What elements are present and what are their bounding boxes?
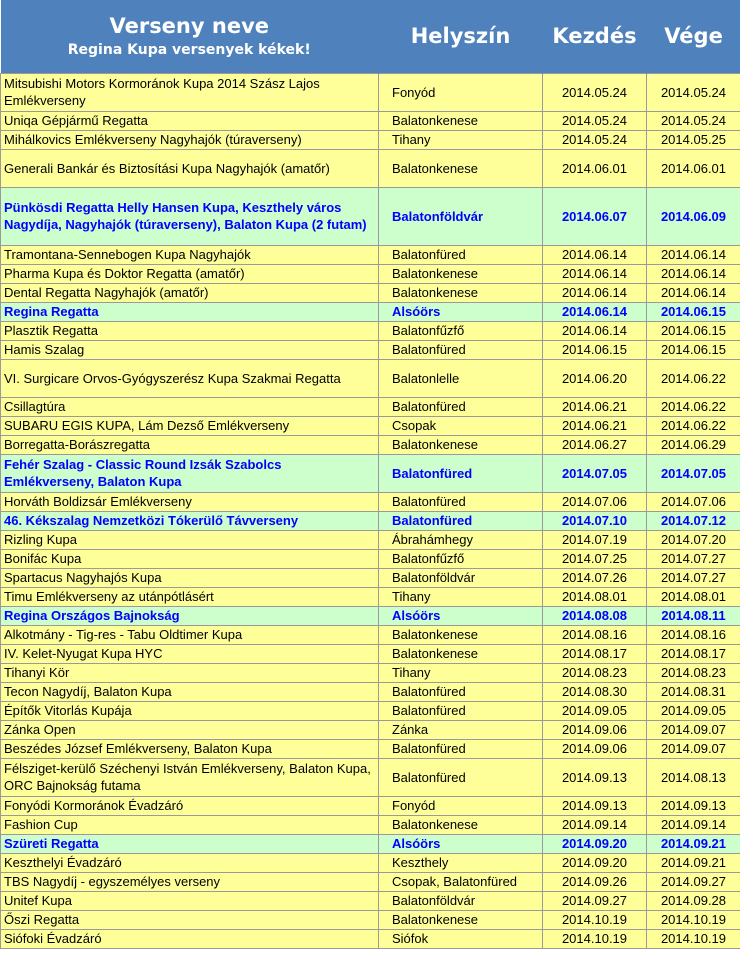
end-date-cell: 2014.08.23 bbox=[647, 663, 740, 682]
table-row bbox=[1, 701, 740, 720]
table-row bbox=[1, 739, 740, 758]
location-cell: Balatonfüred bbox=[379, 397, 543, 416]
end-date-cell: 2014.06.15 bbox=[647, 340, 740, 359]
race-name-cell: Bonifác Kupa bbox=[1, 549, 379, 568]
end-date-cell: 2014.09.27 bbox=[647, 872, 740, 891]
start-date-cell: 2014.09.20 bbox=[543, 853, 647, 872]
table-row bbox=[1, 283, 740, 302]
end-date-cell: 2014.06.14 bbox=[647, 283, 740, 302]
location-cell: Balatonlelle bbox=[379, 359, 543, 397]
start-date-cell: 2014.09.20 bbox=[543, 834, 647, 853]
race-name-cell: Pharma Kupa és Doktor Regatta (amatőr) bbox=[1, 264, 379, 283]
end-date-cell: 2014.06.29 bbox=[647, 435, 740, 454]
race-name-cell: Keszthelyi Évadzáró bbox=[1, 853, 379, 872]
table-row bbox=[1, 891, 740, 910]
race-name-cell: Regina Országos Bajnokság bbox=[1, 606, 379, 625]
location-cell: Keszthely bbox=[379, 853, 543, 872]
table-row bbox=[1, 397, 740, 416]
end-date-cell: 2014.06.22 bbox=[647, 359, 740, 397]
location-cell: Ábrahámhegy bbox=[379, 530, 543, 549]
start-date-cell: 2014.05.24 bbox=[543, 130, 647, 149]
location-cell: Balatonkenese bbox=[379, 910, 543, 929]
race-name-cell: Horváth Boldizsár Emlékverseny bbox=[1, 492, 379, 511]
table-row bbox=[1, 416, 740, 435]
table-row bbox=[1, 834, 740, 853]
end-date-cell: 2014.09.28 bbox=[647, 891, 740, 910]
table-row bbox=[1, 758, 740, 796]
location-cell: Balatonföldvár bbox=[379, 891, 543, 910]
end-date-cell: 2014.09.14 bbox=[647, 815, 740, 834]
location-cell: Fonyód bbox=[379, 796, 543, 815]
table-row bbox=[1, 549, 740, 568]
end-date-cell: 2014.08.01 bbox=[647, 587, 740, 606]
location-cell: Balatonföldvár bbox=[379, 568, 543, 587]
start-date-cell: 2014.06.01 bbox=[543, 149, 647, 187]
end-date-cell: 2014.10.19 bbox=[647, 910, 740, 929]
table-row bbox=[1, 435, 740, 454]
location-cell: Tihany bbox=[379, 587, 543, 606]
race-name-cell: Rizling Kupa bbox=[1, 530, 379, 549]
location-cell: Balatonkenese bbox=[379, 435, 543, 454]
start-date-cell: 2014.07.05 bbox=[543, 454, 647, 492]
race-name-cell: IV. Kelet-Nyugat Kupa HYC bbox=[1, 644, 379, 663]
race-name-cell: VI. Surgicare Orvos-Gyógyszerész Kupa Szakmai Regatta bbox=[1, 359, 379, 397]
table-row bbox=[1, 606, 740, 625]
table-row bbox=[1, 511, 740, 530]
header-race-name bbox=[1, 0, 379, 73]
start-date-cell: 2014.07.25 bbox=[543, 549, 647, 568]
table-row bbox=[1, 302, 740, 321]
location-cell: Balatonfűzfő bbox=[379, 549, 543, 568]
start-date-cell: 2014.05.24 bbox=[543, 111, 647, 130]
start-date-cell: 2014.07.10 bbox=[543, 511, 647, 530]
table-row bbox=[1, 625, 740, 644]
start-date-cell: 2014.09.26 bbox=[543, 872, 647, 891]
start-date-cell: 2014.09.06 bbox=[543, 739, 647, 758]
end-date-cell: 2014.07.27 bbox=[647, 568, 740, 587]
end-date-cell: 2014.06.14 bbox=[647, 264, 740, 283]
start-date-cell: 2014.06.27 bbox=[543, 435, 647, 454]
location-cell: Balatonkenese bbox=[379, 283, 543, 302]
location-cell: Alsóörs bbox=[379, 606, 543, 625]
end-date-cell: 2014.09.05 bbox=[647, 701, 740, 720]
race-name-cell: Siófoki Évadzáró bbox=[1, 929, 379, 948]
race-name-cell: Szüreti Regatta bbox=[1, 834, 379, 853]
race-name-cell: Fonyódi Kormoránok Évadzáró bbox=[1, 796, 379, 815]
race-name-cell: Mihálkovics Emlékverseny Nagyhajók (túraverseny) bbox=[1, 130, 379, 149]
table-row bbox=[1, 872, 740, 891]
start-date-cell: 2014.09.27 bbox=[543, 891, 647, 910]
location-cell: Csopak bbox=[379, 416, 543, 435]
race-name-cell: Hamis Szalag bbox=[1, 340, 379, 359]
location-cell: Balatonkenese bbox=[379, 644, 543, 663]
race-name-cell: Fashion Cup bbox=[1, 815, 379, 834]
location-cell: Balatonfüred bbox=[379, 758, 543, 796]
end-date-cell: 2014.08.13 bbox=[647, 758, 740, 796]
header-regina-note: Regina Kupa versenyek kékek! bbox=[67, 42, 311, 59]
end-date-cell: 2014.08.17 bbox=[647, 644, 740, 663]
end-date-cell: 2014.06.14 bbox=[647, 245, 740, 264]
race-name-cell: Félsziget-kerülő Széchenyi István Emlékverseny, Balaton Kupa, ORC Bajnokság futama bbox=[1, 758, 379, 796]
table-row bbox=[1, 796, 740, 815]
start-date-cell: 2014.10.19 bbox=[543, 929, 647, 948]
location-cell: Tihany bbox=[379, 663, 543, 682]
location-cell: Balatonfüred bbox=[379, 454, 543, 492]
start-date-cell: 2014.06.14 bbox=[543, 245, 647, 264]
location-cell: Balatonkenese bbox=[379, 815, 543, 834]
location-cell: Balatonfüred bbox=[379, 511, 543, 530]
end-date-cell: 2014.09.07 bbox=[647, 720, 740, 739]
location-cell: Balatonfüred bbox=[379, 682, 543, 701]
end-date-cell: 2014.06.09 bbox=[647, 187, 740, 245]
header-end: Vége bbox=[647, 0, 740, 73]
start-date-cell: 2014.06.21 bbox=[543, 416, 647, 435]
start-date-cell: 2014.08.01 bbox=[543, 587, 647, 606]
table-row bbox=[1, 929, 740, 948]
start-date-cell: 2014.06.14 bbox=[543, 321, 647, 340]
table-row bbox=[1, 910, 740, 929]
end-date-cell: 2014.06.01 bbox=[647, 149, 740, 187]
table-row bbox=[1, 130, 740, 149]
header-row bbox=[1, 0, 740, 73]
race-name-cell: Építők Vitorlás Kupája bbox=[1, 701, 379, 720]
header-location: Helyszín bbox=[379, 0, 543, 73]
race-name-cell: TBS Nagydíj - egyszemélyes verseny bbox=[1, 872, 379, 891]
end-date-cell: 2014.08.11 bbox=[647, 606, 740, 625]
end-date-cell: 2014.05.24 bbox=[647, 73, 740, 111]
end-date-cell: 2014.06.22 bbox=[647, 397, 740, 416]
table-row bbox=[1, 663, 740, 682]
start-date-cell: 2014.08.08 bbox=[543, 606, 647, 625]
table-row bbox=[1, 187, 740, 245]
location-cell: Balatonfüred bbox=[379, 340, 543, 359]
end-date-cell: 2014.09.13 bbox=[647, 796, 740, 815]
location-cell: Fonyód bbox=[379, 73, 543, 111]
table-row bbox=[1, 245, 740, 264]
start-date-cell: 2014.06.14 bbox=[543, 264, 647, 283]
table-row bbox=[1, 340, 740, 359]
end-date-cell: 2014.06.15 bbox=[647, 321, 740, 340]
table-row bbox=[1, 111, 740, 130]
start-date-cell: 2014.09.05 bbox=[543, 701, 647, 720]
end-date-cell: 2014.08.31 bbox=[647, 682, 740, 701]
location-cell: Balatonkenese bbox=[379, 111, 543, 130]
location-cell: Balatonfüred bbox=[379, 492, 543, 511]
start-date-cell: 2014.06.14 bbox=[543, 302, 647, 321]
table-row bbox=[1, 454, 740, 492]
end-date-cell: 2014.08.16 bbox=[647, 625, 740, 644]
start-date-cell: 2014.06.21 bbox=[543, 397, 647, 416]
end-date-cell: 2014.09.21 bbox=[647, 853, 740, 872]
race-name-cell: Tihanyi Kör bbox=[1, 663, 379, 682]
race-name-cell: Őszi Regatta bbox=[1, 910, 379, 929]
location-cell: Siófok bbox=[379, 929, 543, 948]
race-name-cell: Unitef Kupa bbox=[1, 891, 379, 910]
table-row bbox=[1, 587, 740, 606]
location-cell: Balatonkenese bbox=[379, 625, 543, 644]
race-name-cell: Timu Emlékverseny az utánpótlásért bbox=[1, 587, 379, 606]
header-name-label: Verseny neve bbox=[109, 14, 270, 39]
race-name-cell: Regina Regatta bbox=[1, 302, 379, 321]
table-body bbox=[1, 73, 740, 948]
race-name-cell: Plasztik Regatta bbox=[1, 321, 379, 340]
end-date-cell: 2014.06.15 bbox=[647, 302, 740, 321]
location-cell: Balatonkenese bbox=[379, 264, 543, 283]
table-row bbox=[1, 73, 740, 111]
header-start: Kezdés bbox=[543, 0, 647, 73]
table-row bbox=[1, 321, 740, 340]
start-date-cell: 2014.06.14 bbox=[543, 283, 647, 302]
end-date-cell: 2014.09.21 bbox=[647, 834, 740, 853]
race-name-cell: Fehér Szalag - Classic Round Izsák Szabolcs Emlékverseny, Balaton Kupa bbox=[1, 454, 379, 492]
location-cell: Balatonfüred bbox=[379, 701, 543, 720]
start-date-cell: 2014.05.24 bbox=[543, 73, 647, 111]
race-name-cell: Csillagtúra bbox=[1, 397, 379, 416]
race-name-cell: Beszédes József Emlékverseny, Balaton Kupa bbox=[1, 739, 379, 758]
start-date-cell: 2014.09.13 bbox=[543, 796, 647, 815]
start-date-cell: 2014.07.19 bbox=[543, 530, 647, 549]
race-name-cell: Tramontana-Sennebogen Kupa Nagyhajók bbox=[1, 245, 379, 264]
end-date-cell: 2014.05.25 bbox=[647, 130, 740, 149]
location-cell: Zánka bbox=[379, 720, 543, 739]
start-date-cell: 2014.08.16 bbox=[543, 625, 647, 644]
start-date-cell: 2014.10.19 bbox=[543, 910, 647, 929]
race-name-cell: Pünkösdi Regatta Helly Hansen Kupa, Keszthely város Nagydíja, Nagyhajók (túraverseny), Balaton Kupa (2 futam) bbox=[1, 187, 379, 245]
start-date-cell: 2014.08.17 bbox=[543, 644, 647, 663]
end-date-cell: 2014.07.20 bbox=[647, 530, 740, 549]
start-date-cell: 2014.08.23 bbox=[543, 663, 647, 682]
table-row bbox=[1, 359, 740, 397]
start-date-cell: 2014.09.13 bbox=[543, 758, 647, 796]
table-row bbox=[1, 720, 740, 739]
start-date-cell: 2014.06.15 bbox=[543, 340, 647, 359]
race-name-cell: Borregatta-Borászregatta bbox=[1, 435, 379, 454]
location-cell: Balatonfüred bbox=[379, 245, 543, 264]
start-date-cell: 2014.06.20 bbox=[543, 359, 647, 397]
table-row bbox=[1, 815, 740, 834]
table-row bbox=[1, 149, 740, 187]
location-cell: Balatonfüred bbox=[379, 739, 543, 758]
table-row bbox=[1, 568, 740, 587]
table-row bbox=[1, 644, 740, 663]
start-date-cell: 2014.07.26 bbox=[543, 568, 647, 587]
location-cell: Tihany bbox=[379, 130, 543, 149]
race-name-cell: Uniqa Gépjármű Regatta bbox=[1, 111, 379, 130]
race-name-cell: Spartacus Nagyhajós Kupa bbox=[1, 568, 379, 587]
end-date-cell: 2014.06.22 bbox=[647, 416, 740, 435]
location-cell: Csopak, Balatonfüred bbox=[379, 872, 543, 891]
start-date-cell: 2014.09.14 bbox=[543, 815, 647, 834]
end-date-cell: 2014.05.24 bbox=[647, 111, 740, 130]
race-name-cell: Tecon Nagydíj, Balaton Kupa bbox=[1, 682, 379, 701]
location-cell: Balatonfűzfő bbox=[379, 321, 543, 340]
start-date-cell: 2014.08.30 bbox=[543, 682, 647, 701]
race-name-cell: Mitsubishi Motors Kormoránok Kupa 2014 Szász Lajos Emlékverseny bbox=[1, 73, 379, 111]
race-name-cell: Zánka Open bbox=[1, 720, 379, 739]
start-date-cell: 2014.06.07 bbox=[543, 187, 647, 245]
table-row bbox=[1, 264, 740, 283]
location-cell: Balatonföldvár bbox=[379, 187, 543, 245]
location-cell: Alsóörs bbox=[379, 302, 543, 321]
race-name-cell: Dental Regatta Nagyhajók (amatőr) bbox=[1, 283, 379, 302]
race-name-cell: Generali Bankár és Biztosítási Kupa Nagyhajók (amatőr) bbox=[1, 149, 379, 187]
start-date-cell: 2014.09.06 bbox=[543, 720, 647, 739]
race-name-cell: SUBARU EGIS KUPA, Lám Dezső Emlékverseny bbox=[1, 416, 379, 435]
start-date-cell: 2014.07.06 bbox=[543, 492, 647, 511]
table-row bbox=[1, 492, 740, 511]
end-date-cell: 2014.10.19 bbox=[647, 929, 740, 948]
table-row bbox=[1, 682, 740, 701]
race-name-cell: Alkotmány - Tig-res - Tabu Oldtimer Kupa bbox=[1, 625, 379, 644]
location-cell: Alsóörs bbox=[379, 834, 543, 853]
location-cell: Balatonkenese bbox=[379, 149, 543, 187]
end-date-cell: 2014.07.06 bbox=[647, 492, 740, 511]
race-name-cell: 46. Kékszalag Nemzetközi Tókerülő Távverseny bbox=[1, 511, 379, 530]
end-date-cell: 2014.07.12 bbox=[647, 511, 740, 530]
end-date-cell: 2014.09.07 bbox=[647, 739, 740, 758]
end-date-cell: 2014.07.05 bbox=[647, 454, 740, 492]
table-row bbox=[1, 853, 740, 872]
end-date-cell: 2014.07.27 bbox=[647, 549, 740, 568]
table-row bbox=[1, 530, 740, 549]
